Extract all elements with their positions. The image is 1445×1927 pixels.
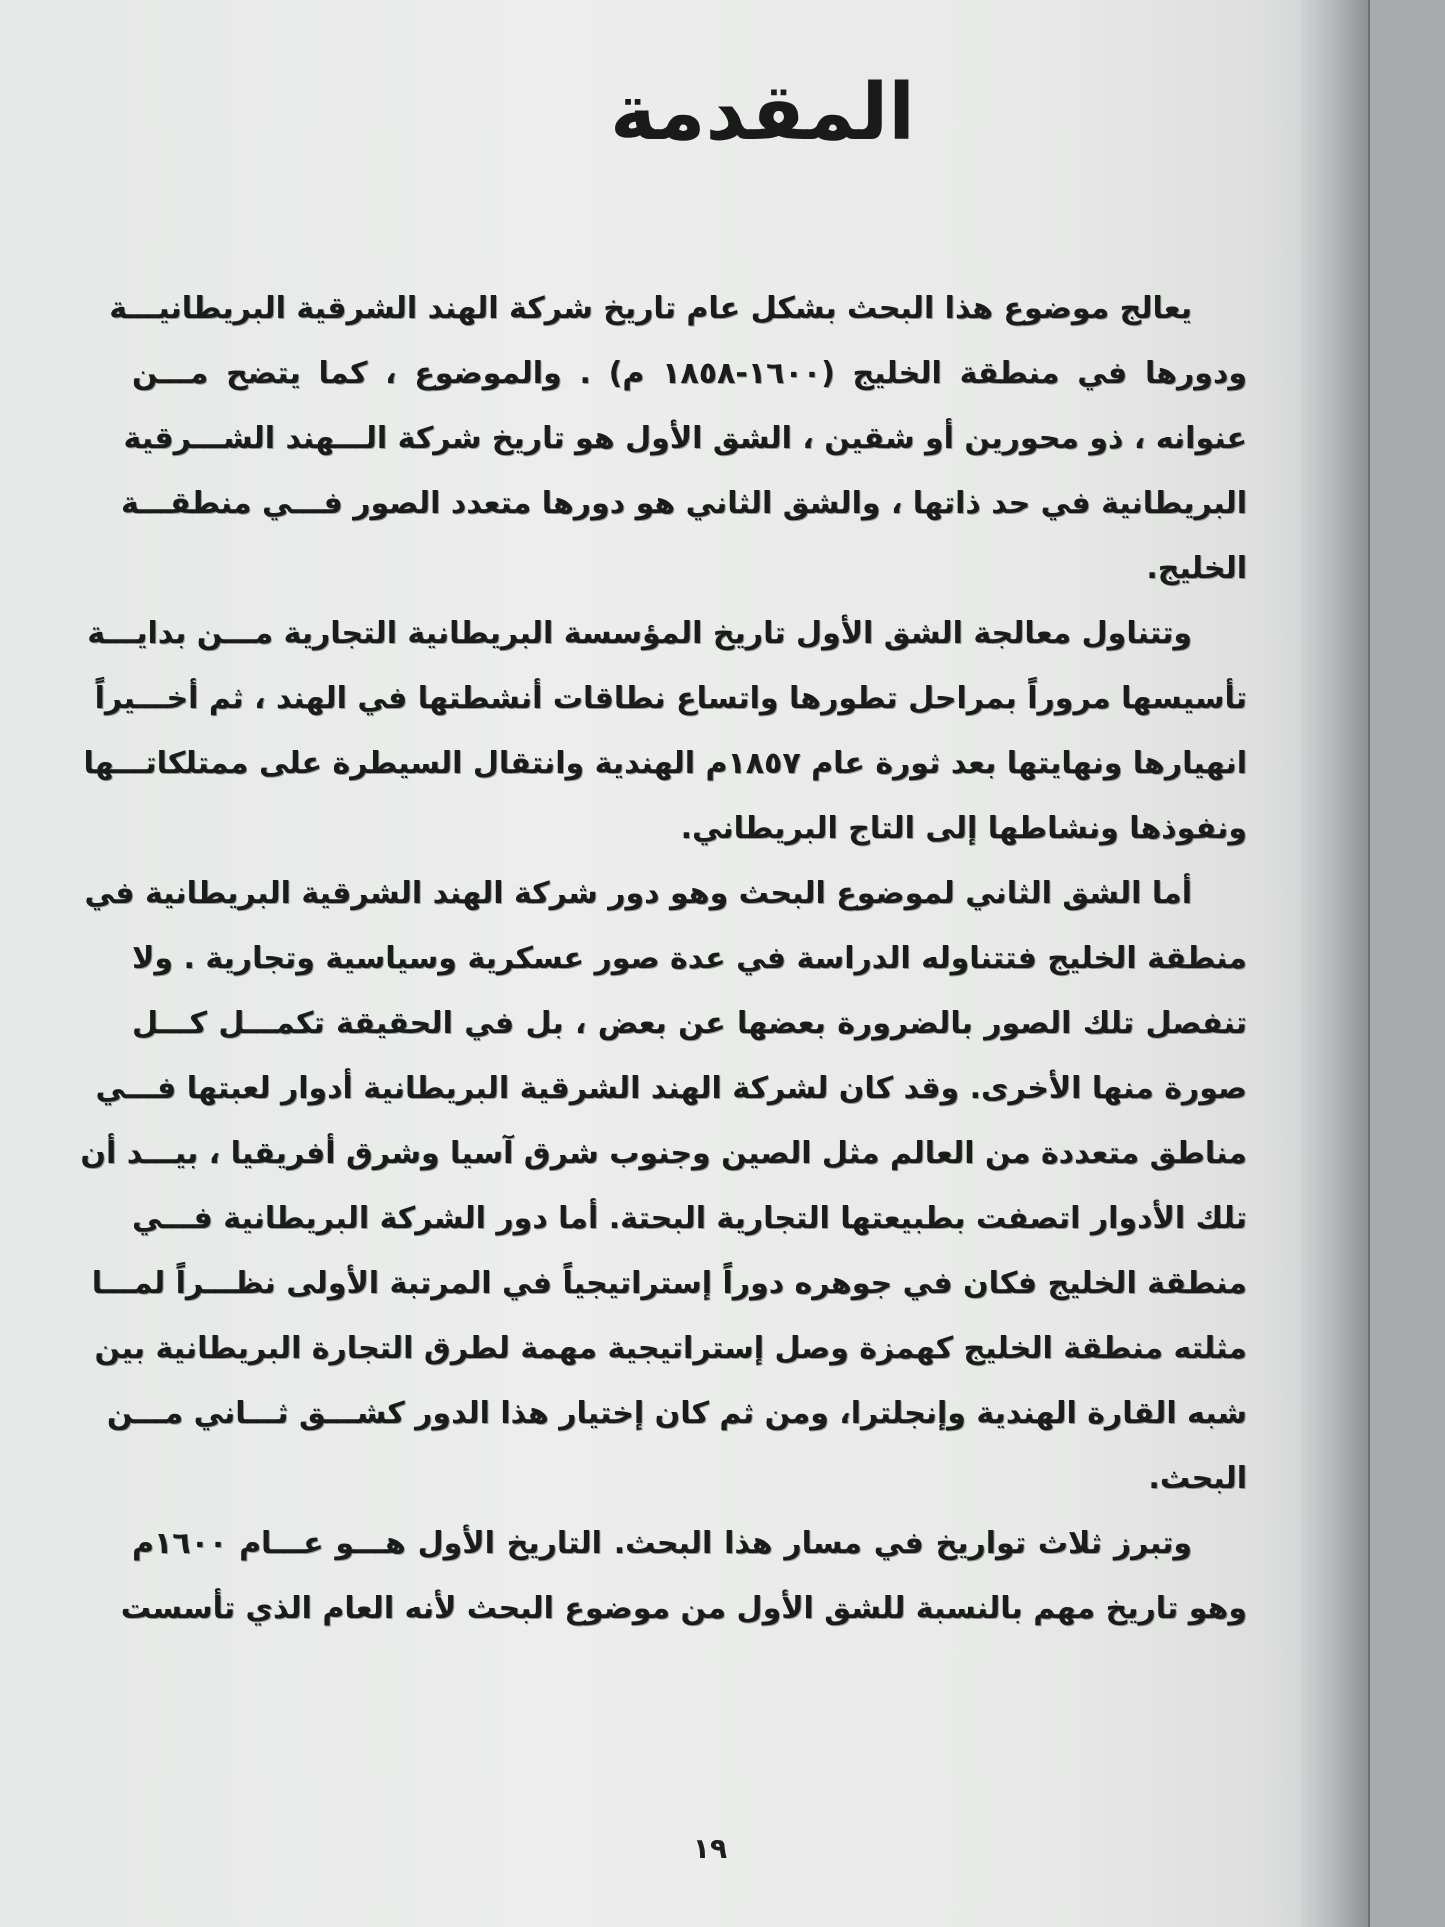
text-line: ونفوذها ونشاطها إلى التاج البريطاني. <box>680 811 1247 846</box>
text-line: يعالج موضوع هذا البحث بشكل عام تاريخ شركة الهند الشرقية البريطانيـــة <box>109 291 1192 326</box>
page-gutter-shadow <box>1300 0 1368 1927</box>
text-line: البحث. <box>1148 1461 1247 1496</box>
text-line: شبه القارة الهندية وإنجلترا، ومن ثم كان إختيار هذا الدور كشـــق ثـــاني مـــن <box>106 1396 1247 1431</box>
text-line: البريطانية في حد ذاتها ، والشق الثاني هو دورها متعدد الصور فـــي منطقـــة <box>120 486 1247 521</box>
page-title: المقدمة <box>609 68 916 158</box>
text-line: انهيارها ونهايتها بعد ثورة عام ١٨٥٧م الهندية وانتقال السيطرة على ممتلكاتـــها <box>83 746 1247 781</box>
text-line: تلك الأدوار اتصفت بطبيعتها التجارية البحتة. أما دور الشركة البريطانية فـــي <box>132 1201 1247 1236</box>
text-line: وتتناول معالجة الشق الأول تاريخ المؤسسة البريطانية التجارية مـــن بدايـــة <box>87 616 1192 651</box>
text-line: منطقة الخليج فتتناوله الدراسة في عدة صور عسكرية وسياسية وتجارية . ولا <box>132 941 1247 976</box>
body-text <box>80 276 1247 1641</box>
text-line: منطقة الخليج فكان في جوهره دوراً إستراتيجياً في المرتبة الأولى نظـــراً لمـــا <box>91 1266 1247 1301</box>
page-title-container <box>0 68 1445 158</box>
text-line: مثلته منطقة الخليج كهمزة وصل إستراتيجية مهمة لطرق التجارة البريطانية بين <box>94 1331 1247 1366</box>
text-line: عنوانه ، ذو محورين أو شقين ، الشق الأول هو تاريخ شركة الـــهند الشـــرقية <box>123 421 1247 456</box>
text-line: صورة منها الأخرى. وقد كان لشركة الهند الشرقية البريطانية أدوار لعبتها فـــي <box>95 1071 1247 1106</box>
text-line: وتبرز ثلاث تواريخ في مسار هذا البحث. التاريخ الأول هـــو عـــام ١٦٠٠م <box>132 1526 1192 1561</box>
adjacent-page-edge <box>1368 0 1445 1927</box>
text-line: ودورها في منطقة الخليج (١٦٠٠-١٨٥٨ م) . والموضوع ، كما يتضح مـــن <box>132 356 1247 391</box>
text-line: مناطق متعددة من العالم مثل الصين وجنوب شرق آسيا وشرق أفريقيا ، بيـــد أن <box>80 1136 1247 1171</box>
text-line: الخليج. <box>1146 551 1247 586</box>
text-line: تأسيسها مروراً بمراحل تطورها واتساع نطاقات أنشطتها في الهند ، ثم أخـــيراً <box>94 681 1247 716</box>
text-line: تنفصل تلك الصور بالضرورة بعضها عن بعض ، بل في الحقيقة تكمـــل كـــل <box>132 1006 1247 1041</box>
text-line: أما الشق الثاني لموضوع البحث وهو دور شركة الهند الشرقية البريطانية في <box>84 876 1192 911</box>
text-line: وهو تاريخ مهم بالنسبة للشق الأول من موضوع البحث لأنه العام الذي تأسست <box>120 1591 1247 1626</box>
page-number: ١٩ <box>692 1832 728 1865</box>
